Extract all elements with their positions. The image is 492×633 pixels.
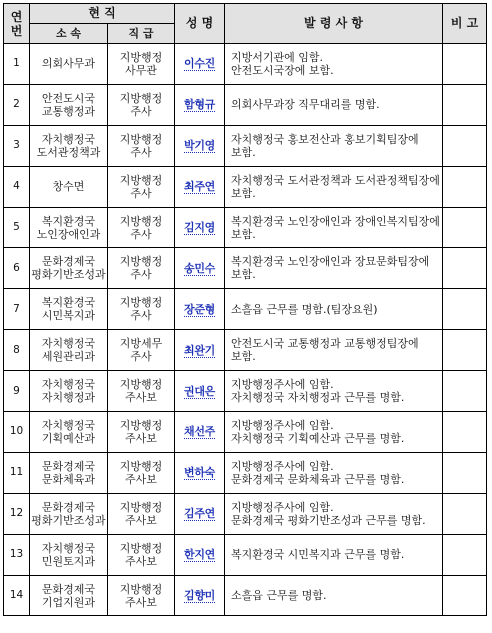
grade-cell bbox=[108, 289, 175, 330]
department-line: 평화기반조성과 bbox=[31, 268, 106, 282]
row-number: 1 bbox=[4, 44, 30, 85]
order-line: 지방행정주사에 임함. bbox=[231, 459, 334, 473]
grade-cell bbox=[108, 412, 175, 453]
grade-line: 지방행정 bbox=[119, 91, 163, 105]
department-line: 자치행정국 bbox=[41, 541, 96, 555]
department-cell bbox=[30, 412, 108, 453]
order-cell bbox=[225, 452, 443, 493]
department-line: 평화기반조성과 bbox=[31, 513, 106, 527]
grade-cell bbox=[108, 207, 175, 248]
grade-line: 주사 bbox=[130, 309, 152, 323]
remarks-cell bbox=[443, 125, 487, 166]
grade-line: 지방행정 bbox=[119, 173, 163, 187]
person-name-cell bbox=[175, 125, 225, 166]
remarks-cell bbox=[443, 84, 487, 125]
department-cell bbox=[30, 166, 108, 207]
department-line: 노인장애인과 bbox=[36, 227, 101, 241]
grade-line: 지방행정 bbox=[119, 50, 163, 64]
header-dept: 소 속 bbox=[30, 24, 108, 44]
grade-line: 주사보 bbox=[125, 391, 157, 405]
grade-line: 지방행정 bbox=[119, 214, 163, 228]
row-number: 12 bbox=[4, 493, 30, 534]
department-cell bbox=[30, 493, 108, 534]
grade-cell bbox=[108, 125, 175, 166]
person-name: 김향미 bbox=[184, 589, 215, 603]
department-cell bbox=[30, 330, 108, 371]
grade-line: 주사보 bbox=[125, 554, 157, 568]
order-cell bbox=[225, 84, 443, 125]
order-cell bbox=[225, 371, 443, 412]
grade-cell bbox=[108, 84, 175, 125]
header-order: 발 령 사 항 bbox=[225, 4, 443, 44]
grade-line: 주사 bbox=[130, 227, 152, 241]
person-name: 채선주 bbox=[184, 425, 215, 439]
order-line: 보함. bbox=[231, 268, 256, 282]
header-name: 성 명 bbox=[175, 4, 225, 44]
department-line: 창수면 bbox=[52, 180, 85, 194]
person-name-cell bbox=[175, 412, 225, 453]
department-line: 기업지원과 bbox=[41, 595, 96, 609]
grade-line: 지방행정 bbox=[119, 541, 163, 555]
grade-cell bbox=[108, 248, 175, 289]
table-row bbox=[4, 44, 487, 85]
table-body bbox=[4, 44, 487, 616]
department-line: 문화경제국 bbox=[41, 255, 96, 269]
department-line: 자치행정과 bbox=[41, 391, 96, 405]
grade-line: 지방행정 bbox=[119, 132, 163, 146]
person-name-cell bbox=[175, 371, 225, 412]
grade-cell bbox=[108, 534, 175, 575]
grade-line: 주사 bbox=[130, 350, 152, 364]
order-cell bbox=[225, 289, 443, 330]
row-number: 11 bbox=[4, 452, 30, 493]
order-line: 보함. bbox=[231, 145, 256, 159]
department-line: 문화경제국 bbox=[41, 582, 96, 596]
table-row bbox=[4, 330, 487, 371]
order-cell bbox=[225, 330, 443, 371]
department-cell bbox=[30, 248, 108, 289]
person-name: 권대은 bbox=[184, 384, 215, 398]
remarks-cell bbox=[443, 371, 487, 412]
order-line: 자치행정국 자치행정과 근무를 명함. bbox=[231, 391, 405, 405]
person-name: 한지연 bbox=[184, 548, 215, 562]
grade-line: 지방행정 bbox=[119, 378, 163, 392]
order-line: 소흘읍 근무를 명함.(팀장요원) bbox=[231, 302, 378, 316]
order-line: 문화경제국 평화기반조성과 근무를 명함. bbox=[231, 513, 426, 527]
row-number: 9 bbox=[4, 371, 30, 412]
person-name: 최완기 bbox=[184, 343, 215, 357]
remarks-cell bbox=[443, 452, 487, 493]
department-cell bbox=[30, 207, 108, 248]
grade-line: 지방행정 bbox=[119, 459, 163, 473]
remarks-cell bbox=[443, 412, 487, 453]
order-line: 보함. bbox=[231, 227, 256, 241]
person-name: 장준형 bbox=[184, 302, 215, 316]
department-line: 문화체육과 bbox=[41, 472, 96, 486]
order-line: 복지환경국 노인장애인과 장애인복지팀장에 bbox=[231, 214, 440, 228]
person-name: 김지영 bbox=[184, 221, 215, 234]
person-name: 함형규 bbox=[184, 98, 215, 112]
person-name: 최주연 bbox=[184, 180, 215, 194]
person-name-cell bbox=[175, 289, 225, 330]
order-line: 자치행정국 기획예산과 근무를 명함. bbox=[231, 431, 405, 445]
department-cell bbox=[30, 371, 108, 412]
row-number: 6 bbox=[4, 248, 30, 289]
row-number: 13 bbox=[4, 534, 30, 575]
table-row bbox=[4, 207, 487, 248]
department-line: 교통행정과 bbox=[41, 104, 96, 118]
person-name-cell bbox=[175, 84, 225, 125]
table-row bbox=[4, 166, 487, 207]
department-cell bbox=[30, 44, 108, 85]
order-line: 복지환경국 노인장애인과 장묘문화팀장에 bbox=[231, 255, 430, 269]
grade-line: 주사보 bbox=[125, 431, 157, 445]
order-line: 보함. bbox=[231, 186, 256, 200]
remarks-cell bbox=[443, 207, 487, 248]
header-current-post: 현 직 bbox=[30, 4, 175, 24]
order-line: 자치행정국 도서관정책과 도서관정책팀장에 bbox=[231, 173, 440, 187]
row-number: 3 bbox=[4, 125, 30, 166]
table-row bbox=[4, 248, 487, 289]
grade-cell bbox=[108, 371, 175, 412]
remarks-cell bbox=[443, 248, 487, 289]
department-cell bbox=[30, 452, 108, 493]
person-name-cell bbox=[175, 248, 225, 289]
order-cell bbox=[225, 412, 443, 453]
person-name-cell bbox=[175, 575, 225, 616]
table-row bbox=[4, 534, 487, 575]
order-cell bbox=[225, 166, 443, 207]
table-row bbox=[4, 452, 487, 493]
person-name-cell bbox=[175, 207, 225, 248]
department-cell bbox=[30, 575, 108, 616]
person-name: 변하숙 bbox=[184, 466, 215, 480]
table-row bbox=[4, 575, 487, 616]
order-line: 보함. bbox=[231, 350, 256, 364]
department-line: 문화경제국 bbox=[41, 459, 96, 473]
remarks-cell bbox=[443, 330, 487, 371]
order-line: 안전도시국장에 보함. bbox=[231, 63, 334, 77]
remarks-cell bbox=[443, 575, 487, 616]
row-number: 8 bbox=[4, 330, 30, 371]
department-line: 문화경제국 bbox=[41, 500, 96, 514]
grade-line: 주사보 bbox=[125, 472, 157, 486]
order-line: 소흘읍 근무를 명함. bbox=[231, 589, 327, 603]
department-line: 민원토지과 bbox=[41, 554, 96, 568]
remarks-cell bbox=[443, 166, 487, 207]
grade-cell bbox=[108, 452, 175, 493]
department-line: 안전도시국 bbox=[41, 91, 96, 105]
person-name-cell bbox=[175, 166, 225, 207]
header-no: 연번 bbox=[4, 4, 30, 44]
row-number: 14 bbox=[4, 575, 30, 616]
table-row bbox=[4, 84, 487, 125]
order-line: 안전도시국 교통행정과 교통행정팀장에 bbox=[231, 337, 419, 351]
row-number: 2 bbox=[4, 84, 30, 125]
personnel-order-document bbox=[3, 3, 487, 616]
remarks-cell bbox=[443, 289, 487, 330]
department-line: 자치행정국 bbox=[41, 418, 96, 432]
grade-line: 사무관 bbox=[125, 63, 157, 77]
department-line: 자치행정국 bbox=[41, 378, 96, 392]
row-number: 4 bbox=[4, 166, 30, 207]
department-line: 시민복지과 bbox=[41, 309, 96, 323]
order-line: 자치행정국 홍보전산과 홍보기획팀장에 bbox=[231, 132, 419, 146]
grade-line: 주사 bbox=[130, 186, 152, 200]
department-cell bbox=[30, 534, 108, 575]
person-name-cell bbox=[175, 44, 225, 85]
grade-cell bbox=[108, 493, 175, 534]
grade-cell bbox=[108, 330, 175, 371]
order-cell bbox=[225, 575, 443, 616]
department-line: 기획예산과 bbox=[41, 431, 96, 445]
department-line: 의회사무과 bbox=[41, 57, 96, 71]
order-cell bbox=[225, 125, 443, 166]
grade-line: 지방세무 bbox=[119, 337, 163, 351]
grade-line: 지방행정 bbox=[119, 418, 163, 432]
grade-line: 주사 bbox=[130, 268, 152, 282]
order-line: 복지환경국 시민복지과 근무를 명함. bbox=[231, 548, 405, 562]
grade-line: 지방행정 bbox=[119, 255, 163, 269]
table-row bbox=[4, 371, 487, 412]
person-name: 이수진 bbox=[184, 57, 215, 71]
grade-line: 지방행정 bbox=[119, 296, 163, 310]
row-number: 5 bbox=[4, 207, 30, 248]
department-line: 자치행정국 bbox=[41, 337, 96, 351]
order-line: 지방행정주사에 임함. bbox=[231, 500, 334, 514]
department-line: 도서관정책과 bbox=[36, 145, 101, 159]
remarks-cell bbox=[443, 44, 487, 85]
row-number: 10 bbox=[4, 412, 30, 453]
department-line: 세원관리과 bbox=[41, 350, 96, 364]
order-cell bbox=[225, 207, 443, 248]
department-line: 자치행정국 bbox=[41, 132, 96, 146]
department-cell bbox=[30, 289, 108, 330]
grade-line: 지방행정 bbox=[119, 500, 163, 514]
order-line: 의회사무과장 직무대리를 명함. bbox=[231, 98, 380, 112]
person-name-cell bbox=[175, 534, 225, 575]
person-name-cell bbox=[175, 452, 225, 493]
remarks-cell bbox=[443, 534, 487, 575]
department-cell bbox=[30, 125, 108, 166]
person-name: 박기영 bbox=[184, 139, 215, 153]
header-grade: 직 급 bbox=[108, 24, 175, 44]
grade-line: 주사 bbox=[130, 145, 152, 159]
grade-line: 주사보 bbox=[125, 595, 157, 609]
person-name-cell bbox=[175, 330, 225, 371]
order-line: 지방행정주사에 임함. bbox=[231, 378, 334, 392]
order-cell bbox=[225, 493, 443, 534]
grade-cell bbox=[108, 166, 175, 207]
header-remarks: 비 고 bbox=[443, 4, 487, 44]
grade-line: 주사 bbox=[130, 104, 152, 118]
order-line: 지방서기관에 임함. bbox=[231, 50, 324, 64]
grade-cell bbox=[108, 44, 175, 85]
table-row bbox=[4, 412, 487, 453]
grade-cell bbox=[108, 575, 175, 616]
order-cell bbox=[225, 44, 443, 85]
person-name-cell bbox=[175, 493, 225, 534]
person-name: 김주연 bbox=[184, 507, 215, 521]
order-cell bbox=[225, 534, 443, 575]
order-line: 지방행정주사에 임함. bbox=[231, 418, 334, 432]
personnel-order-table bbox=[3, 3, 487, 616]
grade-line: 주사보 bbox=[125, 513, 157, 527]
department-line: 복지환경국 bbox=[41, 214, 96, 228]
person-name: 송민수 bbox=[184, 261, 215, 275]
row-number: 7 bbox=[4, 289, 30, 330]
grade-line: 지방행정 bbox=[119, 582, 163, 596]
order-cell bbox=[225, 248, 443, 289]
table-row bbox=[4, 125, 487, 166]
order-line: 문화경제국 문화체육과 근무를 명함. bbox=[231, 472, 405, 486]
department-line: 복지환경국 bbox=[41, 296, 96, 310]
table-row bbox=[4, 289, 487, 330]
table-row bbox=[4, 493, 487, 534]
department-cell bbox=[30, 84, 108, 125]
remarks-cell bbox=[443, 493, 487, 534]
